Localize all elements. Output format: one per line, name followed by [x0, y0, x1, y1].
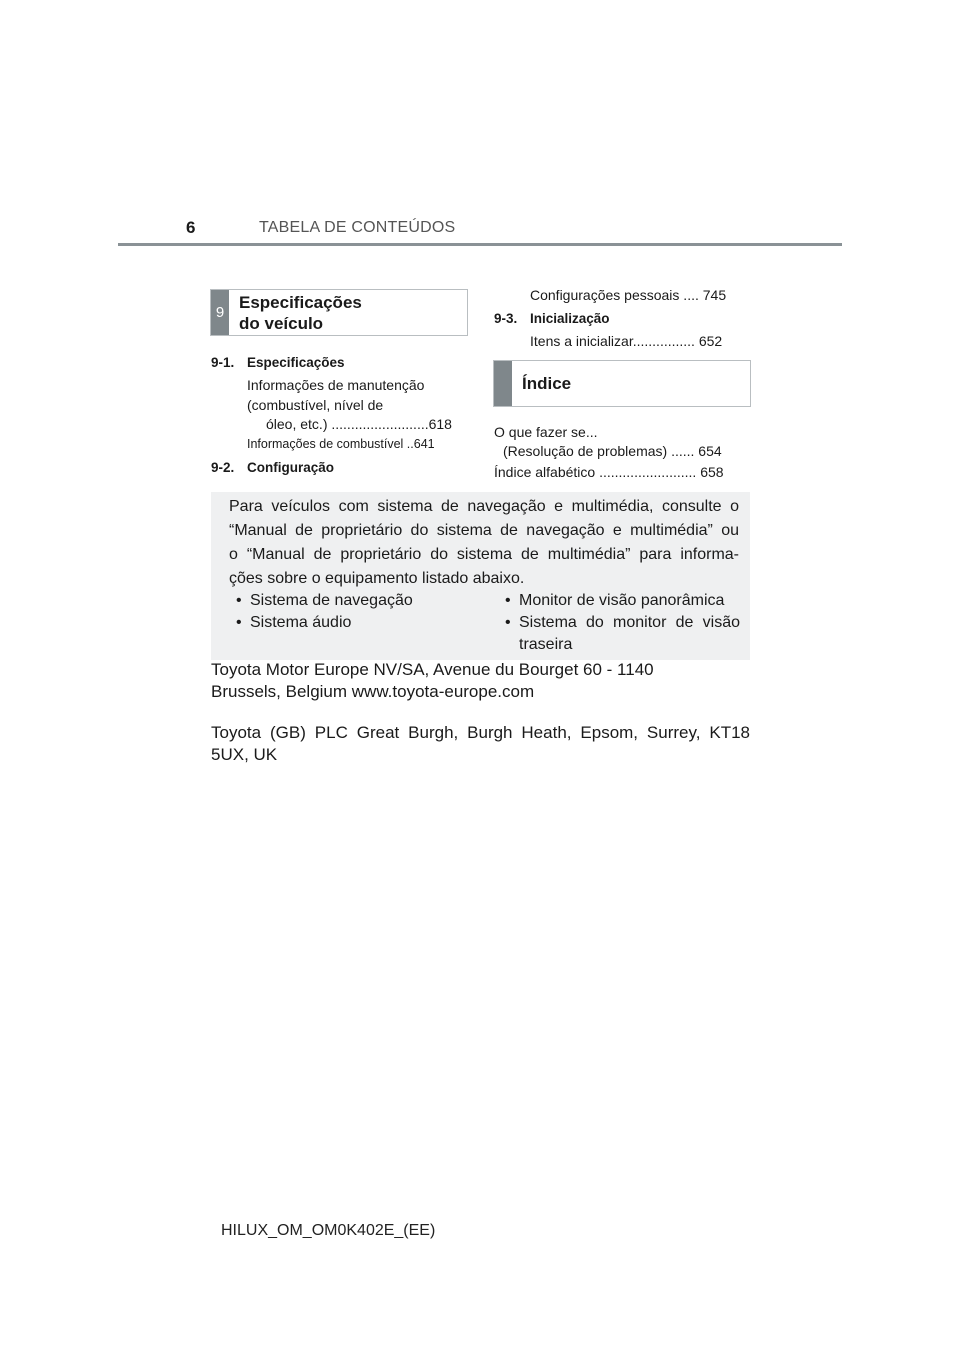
toc-9-1-title[interactable]: Especificações [247, 355, 345, 370]
address-europe-line1: Toyota Motor Europe NV/SA, Avenue du Bourget 60 - 1140 [211, 660, 654, 679]
bullet-rear-label-line1: Sistema do monitor de visão [519, 614, 740, 631]
address-europe [211, 659, 654, 703]
toc-fuel-info[interactable]: Informações de combustível ..641 [247, 437, 435, 451]
toc-maintenance-line3[interactable]: óleo, etc.) .........................618 [266, 416, 452, 432]
bullet-dot: • [505, 592, 511, 609]
bullet-navigation-label: Sistema de navegação [250, 592, 413, 609]
section-9-title-line2: do veículo [239, 314, 324, 333]
note-line4: ções sobre o equipamento listado abaixo. [229, 570, 525, 587]
section-9-title [239, 292, 362, 334]
toc-init-items[interactable]: Itens a inicializar................ 652 [530, 333, 723, 349]
note-line1: Para veículos com sistema de navegação e multimédia, consulte o [229, 498, 739, 515]
document-code: HILUX_OM_OM0K402E_(EE) [221, 1222, 436, 1239]
bullet-dot: • [236, 614, 242, 631]
toc-maintenance-line1[interactable]: Informações de manutenção [247, 377, 425, 393]
section-9-heading[interactable] [210, 289, 468, 336]
header-divider [118, 243, 842, 246]
bullet-rear-label-line2: traseira [519, 636, 573, 653]
address-gb-line1: Toyota (GB) PLC Great Burgh, Burgh Heath, Epsom, Surrey, KT18 [211, 723, 750, 742]
toc-personal-settings[interactable]: Configurações pessoais .... 745 [530, 287, 727, 303]
address-gb-line2: 5UX, UK [211, 745, 278, 764]
toc-9-3-title[interactable]: Inicialização [530, 311, 610, 326]
page-number: 6 [186, 218, 196, 237]
toc-9-3-code: 9-3. [494, 311, 518, 326]
bullet-dot: • [236, 592, 242, 609]
toc-alphabetical-index[interactable]: Índice alfabético ......................... 658 [494, 464, 724, 480]
section-9-title-line1: Especificações [239, 293, 362, 312]
toc-9-2-title[interactable]: Configuração [247, 460, 335, 475]
bullet-navigation [236, 590, 413, 612]
address-europe-line2: Brussels, Belgium www.toyota-europe.com [211, 682, 535, 701]
bullet-panoramic-monitor [505, 590, 724, 612]
bullet-dot: • [505, 614, 511, 631]
section-9-tab: 9 [211, 290, 229, 335]
index-title: Índice [522, 374, 572, 393]
note-text [229, 492, 739, 591]
bullet-audio-label: Sistema áudio [250, 614, 352, 631]
toc-what-to-do-line2[interactable]: (Resolução de problemas) ...... 654 [503, 443, 722, 459]
bullet-audio [236, 612, 351, 634]
toc-9-2-code: 9-2. [211, 460, 235, 475]
toc-maintenance-line2[interactable]: (combustível, nível de [247, 397, 384, 413]
note-line2: “Manual de proprietário do sistema de navegação e multimédia” ou [229, 522, 739, 539]
bullet-panoramic-label: Monitor de visão panorâmica [519, 592, 725, 609]
note-line3: o “Manual de proprietário do sistema de multimédia” para informa- [229, 546, 739, 563]
page-header-title: TABELA DE CONTEÚDOS [259, 219, 456, 236]
toc-9-1-code: 9-1. [211, 355, 235, 370]
index-heading[interactable] [493, 360, 751, 407]
index-tab [494, 361, 512, 406]
bullet-rear-view-monitor [505, 612, 740, 656]
toc-what-to-do-line1[interactable]: O que fazer se... [494, 424, 598, 440]
address-gb [211, 722, 750, 766]
